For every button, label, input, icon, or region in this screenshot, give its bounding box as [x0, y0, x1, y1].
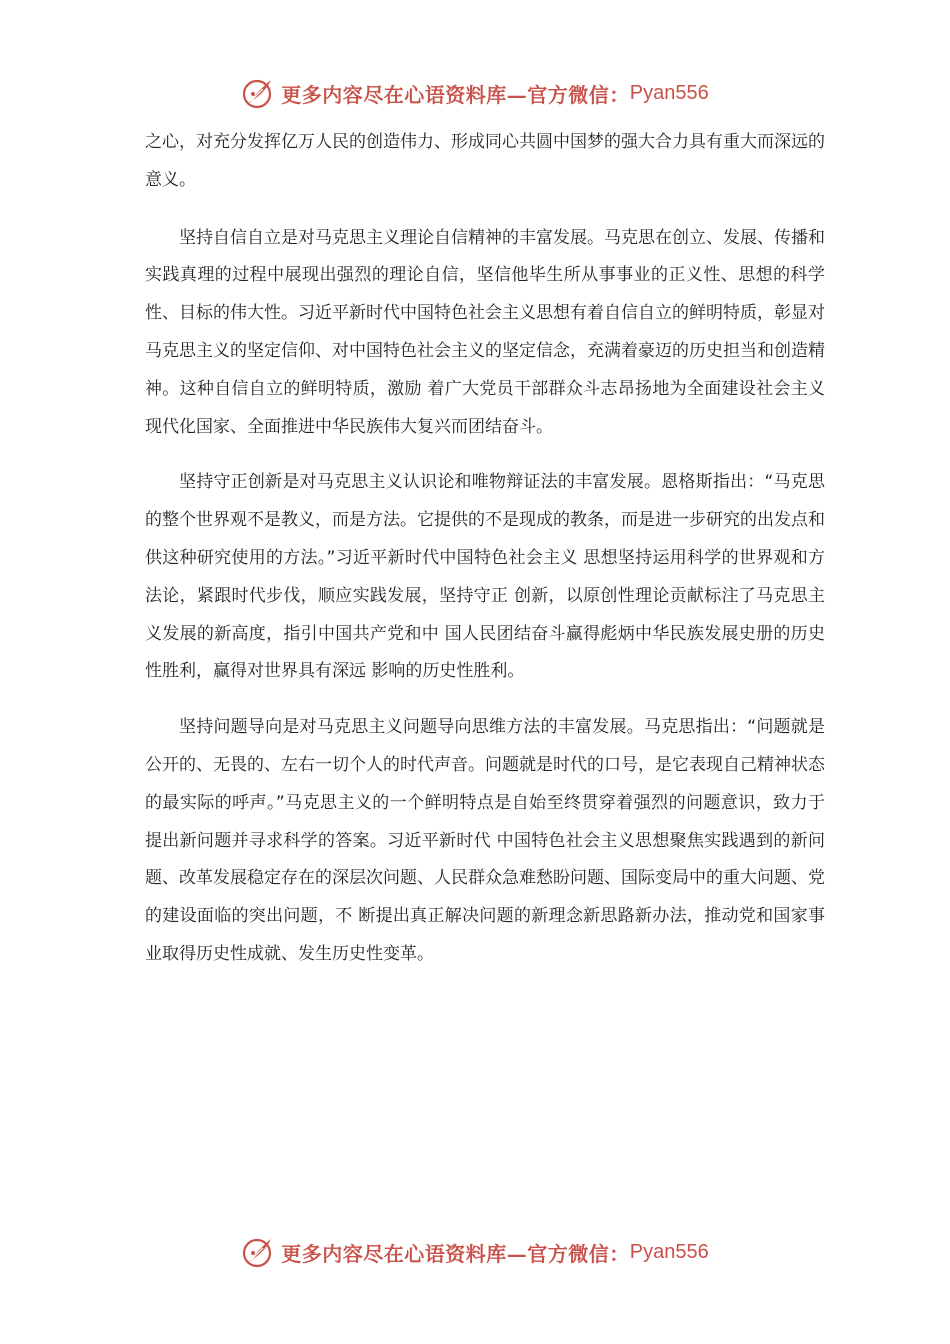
document-body — [145, 124, 825, 992]
paragraph-innovation: 坚持守正创新是对马克思主义认识论和唯物辩证法的丰富发展。恩格斯指出：“马克思的整个世界观不是教义，而是方法。它提供的不是现成的教条，而是进一步研究的出发点和供这种研究使用的方法。”习近平新时代中国特色社会主义 思想坚持运用科学的世界观和方法论，紧跟时代步伐，顺应实践发展，坚持守正 创新，以原创性理论贡献标注了马克思主义发展的新高度，指引中国共产党和中 国人民团结奋斗赢得彪炳中华民族发展史册的历史性胜利，赢得对世界具有深远 影响的历史性胜利。 — [145, 472, 825, 682]
paragraph-continuation: 之心，对充分发挥亿万人民的创造伟力、形成同心共圆中国梦的强大合力具有重大而深远的意义。 — [145, 132, 825, 190]
banner-text: 更多内容尽在心语资料库—官方微信： — [281, 82, 630, 107]
footer-wechat-id: Pyan556 — [629, 1240, 709, 1263]
footer-banner-text: 更多内容尽在心语资料库—官方微信： — [281, 1241, 630, 1266]
feather-pen-logo-icon — [241, 76, 275, 110]
paragraph-self-confidence: 坚持自信自立是对马克思主义理论自信精神的丰富发展。马克思在创立、发展、传播和实践真理的过程中展现出强烈的理论自信，坚信他毕生所从事事业的正义性、思想的科学性、目标的伟大性。习近平新时代中国特色社会主义思想有着自信自立的鲜明特质，彰显对马克思主义的坚定信仰、对中国特色社会主义的坚定信念，充满着豪迈的历史担当和创造精神。这种自信自立的鲜明特质，激励 着广大党员干部群众斗志昂扬地为全面建设社会主义现代化国家、全面推进中华民族伟大复兴而团结奋斗。 — [145, 227, 825, 437]
wechat-id: Pyan556 — [629, 81, 709, 104]
footer-banner — [0, 1232, 950, 1272]
feather-pen-logo-icon — [241, 1235, 275, 1269]
header-banner — [0, 73, 950, 113]
paragraph-problem-orientation: 坚持问题导向是对马克思主义问题导向思维方法的丰富发展。马克思指出：“问题就是公开的、无畏的、左右一切个人的时代声音。问题就是时代的口号，是它表现自己精神状态的最实际的呼声。”马克思主义的一个鲜明特点是自始至终贯穿着强烈的问题意识，致力于提出新问题并寻求科学的答案。习近平新时代 中国特色社会主义思想聚焦实践遇到的新问题、改革发展稳定存在的深层次问题、人民群众急难愁盼问题、国际变局中的重大问题、党的建设面临的突出问题，不 断提出真正解决问题的新理念新思路新办法，推动党和国家事业取得历史性成就、发生历史性变革。 — [145, 717, 825, 964]
